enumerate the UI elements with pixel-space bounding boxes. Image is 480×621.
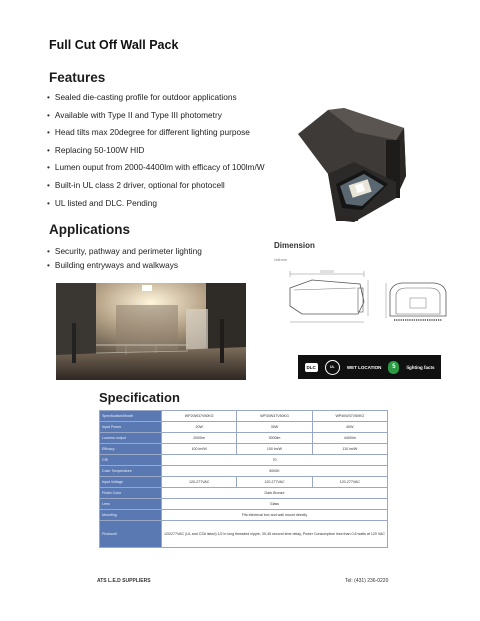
table-row — [100, 510, 388, 521]
table-row — [100, 488, 388, 499]
feature-item: • Sealed die-casting profile for outdoor applications — [47, 91, 265, 109]
dimension-unit: Unit:mm — [274, 258, 288, 262]
table-cell: 100 lm/W — [162, 444, 237, 455]
table-cell: 3000lm — [237, 433, 312, 444]
features-list — [47, 91, 265, 214]
application-item: • Security, pathway and perimeter lighting — [47, 245, 202, 259]
front-view-drawing — [382, 278, 454, 328]
table-cell: Glass — [162, 499, 388, 510]
feature-item: • Lumen ouput from 2000-4400lm with efficacy of 100lm/W — [47, 161, 265, 179]
row-label: Lumens output — [100, 433, 162, 444]
features-heading: Features — [49, 70, 106, 85]
table-row — [100, 433, 388, 444]
table-cell: 30W — [237, 422, 312, 433]
table-row — [100, 422, 388, 433]
table-cell: 40W — [312, 422, 387, 433]
wall-pack-product-image — [236, 104, 426, 240]
row-label: Input Power — [100, 422, 162, 433]
specification-table — [99, 410, 388, 548]
table-cell: Dark Bronze — [162, 488, 388, 499]
applications-heading: Applications — [49, 222, 131, 237]
table-row — [100, 444, 388, 455]
table-cell: 20W — [162, 422, 237, 433]
table-row — [100, 477, 388, 488]
wet-location-badge: WET LOCATION — [346, 364, 382, 370]
table-cell: 120-277VAC — [237, 477, 312, 488]
table-cell: 100 lm/W — [237, 444, 312, 455]
application-photo — [56, 283, 246, 380]
warranty-years-badge: 5 — [388, 361, 399, 374]
table-cell: 5000K — [162, 466, 388, 477]
table-cell: 70 — [162, 455, 388, 466]
row-label: Photocell — [100, 521, 162, 548]
certification-badges — [298, 355, 441, 379]
row-label: Lens — [100, 499, 162, 510]
table-cell: 120/277VAC (UL and CSA listed) 1/2 in long threaded nipple, 30-45 second time delay, Power Consumption less than 0.8 watts at 120 VAC — [162, 521, 388, 548]
footer-phone: Tel: (431) 236-0220 — [345, 578, 389, 584]
table-cell: 120-277VAC — [162, 477, 237, 488]
application-item: • Building entryways and walkways — [47, 259, 202, 273]
table-row — [100, 466, 388, 477]
table-cell: WP30W37V50KG — [237, 411, 312, 422]
feature-item: • Replacing 50-100W HID — [47, 144, 265, 162]
feature-item: • Head tilts max 20degree for different lighting purpose — [47, 126, 265, 144]
dimension-heading: Dimension — [274, 241, 315, 250]
table-cell: 2000lm — [162, 433, 237, 444]
lighting-facts-badge: lighting facts — [406, 364, 435, 370]
feature-item: • Available with Type II and Type III photometry — [47, 109, 265, 127]
applications-list — [47, 245, 202, 273]
table-cell: 120-277VAC — [312, 477, 387, 488]
footer-company: ATS L.E.D SUPPLIERS — [97, 578, 151, 584]
row-label: Input Voltage — [100, 477, 162, 488]
ul-badge: UL — [325, 360, 340, 375]
table-cell: WP40W37V50KG — [312, 411, 387, 422]
feature-item: • Built-in UL class 2 driver, optional for photocell — [47, 179, 265, 197]
row-label: Finish Color — [100, 488, 162, 499]
table-row — [100, 521, 388, 548]
table-cell: WP20W37V50KG — [162, 411, 237, 422]
table-cell: 4400lm — [312, 433, 387, 444]
specification-heading: Specification — [99, 390, 180, 405]
row-label: Mounting — [100, 510, 162, 521]
dlc-badge: DLC — [306, 364, 316, 370]
side-view-drawing — [282, 268, 372, 328]
row-label: Efficacy — [100, 444, 162, 455]
table-row — [100, 455, 388, 466]
table-cell: 110 lm/W — [312, 444, 387, 455]
row-label: CRI — [100, 455, 162, 466]
table-row — [100, 499, 388, 510]
page-title: Full Cut Off Wall Pack — [49, 38, 179, 52]
feature-item: • UL listed and DLC. Pending — [47, 197, 265, 215]
row-label: Color Temperature — [100, 466, 162, 477]
table-row — [100, 411, 388, 422]
row-label: Specification/Model — [100, 411, 162, 422]
table-cell: Fits electrical box and wall mount directly — [162, 510, 388, 521]
